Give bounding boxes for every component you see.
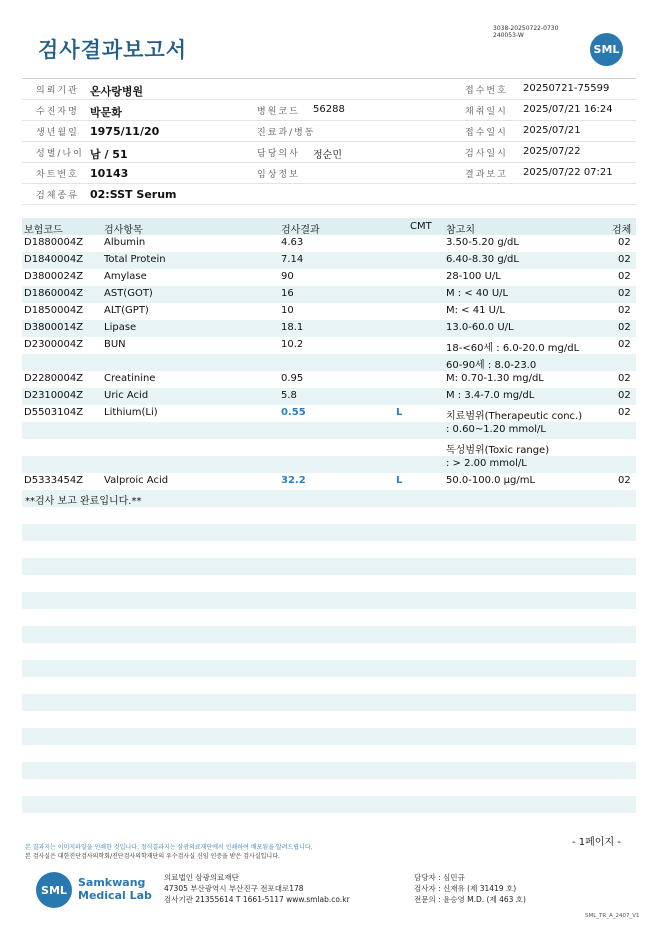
cell-spec: 02 (618, 254, 631, 265)
cell-code: D1850004Z (24, 305, 84, 316)
info-value: 10143 (90, 167, 129, 180)
header-reference: 참고치 (446, 225, 475, 236)
info-label: 차트번호 (36, 170, 79, 180)
cell-ref: 6.40-8.30 g/dL (446, 254, 519, 265)
row-band (22, 796, 636, 813)
cell-result: 4.63 (281, 237, 304, 248)
cell-spec: 02 (618, 373, 631, 384)
info-row (22, 163, 636, 184)
document-id (493, 25, 558, 39)
info-label: 검사일시 (465, 149, 508, 159)
cell-code: D5503104Z (24, 407, 84, 418)
info-row (22, 100, 636, 121)
table-row (22, 388, 636, 405)
brand-name (78, 876, 152, 902)
institution-address (164, 872, 350, 905)
header-result: 검사결과 (281, 225, 320, 236)
info-value: 남 / 51 (90, 148, 128, 161)
table-row (22, 337, 636, 354)
header-item: 검사항목 (104, 225, 143, 236)
staff-line-3: 전문의 : 윤승영 M.D. (제 463 호) (414, 895, 526, 904)
info-label: 의뢰기관 (36, 86, 79, 96)
info-label: 병원코드 (257, 107, 300, 117)
info-value: 2025/07/21 16:24 (523, 104, 613, 115)
cell-spec: 02 (618, 271, 631, 282)
info-label: 결과보고 (465, 170, 508, 180)
info-label: 채취일시 (465, 107, 508, 117)
cell-ref: 28-100 U/L (446, 271, 501, 282)
info-value: 2025/07/22 (523, 146, 581, 157)
cell-result: 0.55 (281, 407, 306, 418)
sml-logo: SML (590, 33, 623, 66)
table-row (22, 439, 636, 456)
cell-spec: 02 (618, 390, 631, 401)
cell-cmt: L (396, 407, 403, 418)
cell-code: D2310004Z (24, 390, 84, 401)
cell-result: 10 (281, 305, 294, 316)
row-band (22, 660, 636, 677)
cell-result: 10.2 (281, 339, 304, 350)
report-complete-text: **검사 보고 완료입니다.** (25, 496, 142, 507)
brand-line-1: Samkwang (78, 876, 146, 889)
cell-code: D2300004Z (24, 339, 84, 350)
cell-code: D3800014Z (24, 322, 84, 333)
cell-result: 0.95 (281, 373, 304, 384)
table-row (22, 354, 636, 371)
info-row (22, 79, 636, 100)
document-id-line-1: 3038-20250722-0730 (493, 25, 559, 32)
cell-result: 5.8 (281, 390, 297, 401)
disclaimer-note: 본 결과지는 이미지파일을 인쇄한 것입니다. 정식결과지는 삼광의료재단에서 인쇄하여 배포됨을 알려드립니다. (25, 844, 313, 851)
patient-info-table (22, 78, 636, 205)
table-row (22, 252, 636, 269)
results-table-header (22, 218, 636, 235)
cell-ref: M : < 40 U/L (446, 288, 509, 299)
cell-ref: 18-<60세 : 6.0-20.0 mg/dL (446, 343, 580, 354)
form-id: SML_TR_A_2407_V1 (585, 913, 640, 919)
cell-code: D2280004Z (24, 373, 84, 384)
address-line-2: 47305 부산광역시 부산진구 전포대로178 (164, 884, 304, 893)
info-label: 진료과/병동 (257, 128, 316, 138)
cell-item: BUN (104, 339, 126, 350)
staff-line-2: 검사자 : 신재유 (제 31419 호) (414, 884, 517, 893)
info-label: 생년월일 (36, 128, 79, 138)
table-row (22, 303, 636, 320)
cell-item: ALT(GPT) (104, 305, 149, 316)
cell-result: 7.14 (281, 254, 304, 265)
info-value: 56288 (313, 104, 345, 115)
row-band (22, 626, 636, 643)
cell-item: Valproic Acid (104, 475, 169, 486)
cell-ref: 치료범위(Therapeutic conc.) (446, 411, 583, 422)
cell-spec: 02 (618, 237, 631, 248)
info-label: 검체종류 (36, 191, 79, 201)
accreditation-note: 본 검사실은 대한진단검사의학회/진단검사의학재단의 우수검사실 신임 인증을 받은 검사실입니다. (25, 853, 280, 860)
table-row (22, 286, 636, 303)
cell-item: Creatinine (104, 373, 156, 384)
info-row (22, 121, 636, 142)
info-value: 박문화 (90, 106, 122, 119)
staff-info (414, 872, 526, 905)
row-band (22, 728, 636, 745)
cell-code: D1840004Z (24, 254, 84, 265)
info-value: 정순민 (313, 150, 342, 161)
row-band (22, 592, 636, 609)
cell-code: D5333454Z (24, 475, 84, 486)
cell-ref: M : 3.4-7.0 mg/dL (446, 390, 535, 401)
cell-result: 90 (281, 271, 294, 282)
cell-spec: 02 (618, 322, 631, 333)
brand-line-2: Medical Lab (78, 889, 152, 902)
info-label: 성별/나이 (36, 149, 84, 159)
table-row (22, 422, 636, 439)
cell-item: Amylase (104, 271, 147, 282)
cell-item: AST(GOT) (104, 288, 153, 299)
address-line-1: 의료법인 삼광의료재단 (164, 873, 239, 882)
cell-spec: 02 (618, 305, 631, 316)
info-value: 2025/07/21 (523, 125, 581, 136)
info-row (22, 142, 636, 163)
address-line-3: 검사기관 21355614 T 1661-5117 www.smlab.co.kr (164, 895, 350, 904)
table-row (22, 371, 636, 388)
cell-ref: : > 2.00 mmol/L (446, 458, 527, 469)
row-band (22, 694, 636, 711)
info-value: 02:SST Serum (90, 188, 177, 201)
info-value: 1975/11/20 (90, 125, 160, 138)
page-title: 검사결과보고서 (38, 38, 188, 62)
table-row (22, 473, 636, 490)
table-row (22, 269, 636, 286)
cell-spec: 02 (618, 475, 631, 486)
header-cmt: CMT (410, 221, 432, 232)
table-row (22, 456, 636, 473)
header-specimen: 검체 (612, 225, 632, 236)
cell-ref: M: 0.70-1.30 mg/dL (446, 373, 544, 384)
cell-cmt: L (396, 475, 403, 486)
document-id-line-2: 240053-W (493, 32, 524, 39)
info-row (22, 184, 636, 205)
cell-item: Total Protein (104, 254, 166, 265)
info-label: 담당의사 (257, 149, 300, 159)
cell-ref: 60-90세 : 8.0-23.0 (446, 360, 537, 371)
cell-item: Lipase (104, 322, 137, 333)
cell-ref: 50.0-100.0 µg/mL (446, 475, 536, 486)
info-value: 온사랑병원 (90, 85, 144, 98)
table-row (22, 405, 636, 422)
info-label: 임상정보 (257, 170, 300, 180)
cell-ref: 독성범위(Toxic range) (446, 445, 550, 456)
table-row (22, 235, 636, 252)
table-row (22, 320, 636, 337)
cell-code: D1880004Z (24, 237, 84, 248)
cell-result: 18.1 (281, 322, 304, 333)
cell-ref: M: < 41 U/L (446, 305, 505, 316)
results-table (22, 218, 636, 835)
cell-item: Uric Acid (104, 390, 149, 401)
cell-code: D3800024Z (24, 271, 84, 282)
page-number: - 1페이지 - (572, 837, 621, 848)
cell-spec: 02 (618, 407, 631, 418)
cell-ref: : 0.60~1.20 mmol/L (446, 424, 546, 435)
cell-ref: 3.50-5.20 g/dL (446, 237, 519, 248)
info-label: 접수일시 (465, 128, 508, 138)
info-label: 접수번호 (465, 86, 508, 96)
cell-ref: 13.0-60.0 U/L (446, 322, 514, 333)
cell-item: Lithium(Li) (104, 407, 158, 418)
cell-result: 32.2 (281, 475, 306, 486)
row-band (22, 558, 636, 575)
cell-spec: 02 (618, 288, 631, 299)
info-value: 2025/07/22 07:21 (523, 167, 613, 178)
info-value: 20250721-75599 (523, 83, 610, 94)
row-band (22, 524, 636, 541)
row-band (22, 762, 636, 779)
cell-item: Albumin (104, 237, 146, 248)
staff-line-1: 담당자 : 심민규 (414, 873, 465, 882)
results-table-body (22, 235, 636, 835)
header-code: 보험코드 (24, 225, 63, 236)
report-complete-note (22, 490, 636, 507)
info-label: 수진자명 (36, 107, 79, 117)
cell-code: D1860004Z (24, 288, 84, 299)
cell-result: 16 (281, 288, 294, 299)
cell-spec: 02 (618, 339, 631, 350)
sml-footer-logo: SML (36, 872, 72, 908)
